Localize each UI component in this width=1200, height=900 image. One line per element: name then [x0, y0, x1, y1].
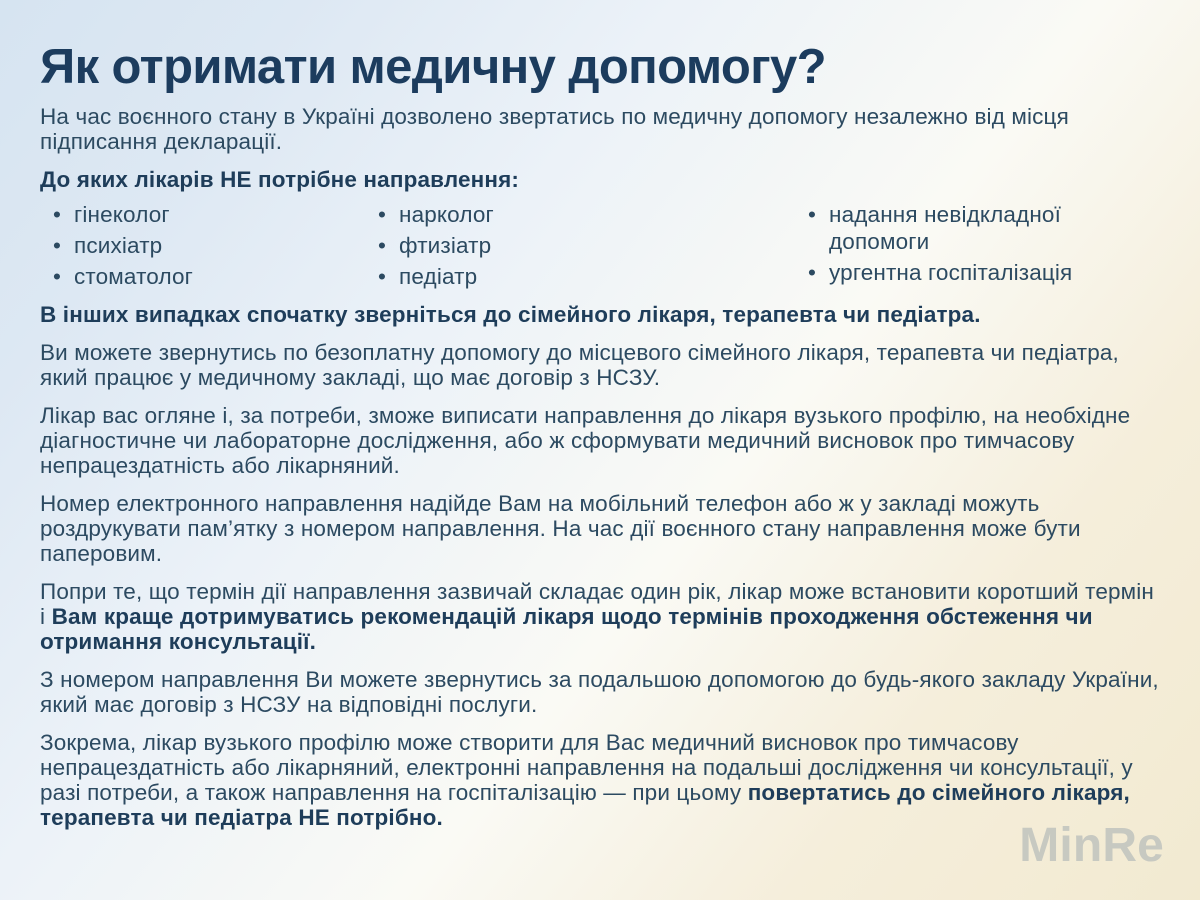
list-item-label: нарколог — [399, 202, 494, 227]
bullet-icon: • — [378, 202, 387, 227]
list-item-label: педіатр — [399, 264, 478, 289]
list-item-label: стоматолог — [74, 264, 194, 289]
list-item — [53, 232, 378, 259]
bullet-icon: • — [53, 202, 62, 227]
paragraph-bold-text: повертатись до сімейного лікаря, терапевта чи педіатра НЕ потрібно. — [40, 780, 1130, 830]
paragraph-text: Зокрема, лікар вузького профілю може створити для Вас медичний висновок про тимчасову непрацездатність або лікарняний, електронні направлення на подальші дослідження чи консультації, у разі потреби, а також направлення на госпіталізацію — при цьому — [40, 730, 1133, 805]
emphasis-line: В інших випадках спочатку зверніться до сімейного лікаря, терапевта чи педіатра. — [40, 302, 981, 327]
paragraph-free-help: Ви можете звернутись по безоплатну допомогу до місцевого сімейного лікаря, терапевта чи педіатра, який працює у медичному закладі, що має договір з НСЗУ. — [40, 340, 1119, 390]
bullet-icon: • — [808, 260, 817, 285]
list-item-label: ургентна госпіталізація — [829, 260, 1073, 285]
watermark-minre: MinRe — [1019, 819, 1164, 872]
bullet-icon: • — [53, 264, 62, 289]
list-item-label: надання невідкладної допомоги — [829, 202, 1061, 254]
bullet-icon: • — [808, 202, 817, 227]
list-item — [53, 263, 378, 290]
list-item-label: психіатр — [74, 233, 163, 258]
no-referral-columns — [40, 201, 1164, 294]
paragraph-doctor-exam: Лікар вас огляне і, за потреби, зможе виписати направлення до лікаря вузького профілю, на необхідне діагностичне чи лабораторне дослідження, або ж сформувати медичний висновок про тимчасову непрацездатність або лікарняний. — [40, 403, 1131, 478]
paragraph-specialist — [40, 730, 1164, 830]
bullet-icon: • — [378, 233, 387, 258]
paragraph-referral-term — [40, 579, 1164, 654]
list-item — [378, 232, 808, 259]
paragraph-any-facility: З номером направлення Ви можете звернутись за подальшою допомогою до будь-якого закладу України, який має договір з НСЗУ на відповідні послуги. — [40, 667, 1159, 717]
doctor-column-1 — [40, 201, 378, 294]
list-item — [808, 259, 1164, 286]
paragraph-bold-text: Вам краще дотримуватись рекомендацій лікаря щодо термінів проходження обстеження чи отримання консультації. — [40, 604, 1093, 654]
intro-text: На час воєнного стану в Україні дозволено звертатись по медичну допомогу незалежно від місця підписання декларації. — [40, 104, 1069, 154]
bullet-icon: • — [378, 264, 387, 289]
list-item — [53, 201, 378, 228]
paragraph-referral-number: Номер електронного направлення надійде Вам на мобільний телефон або ж у закладі можуть роздрукувати пам’ятку з номером направлення. На час дії воєнного стану направлення може бути паперовим. — [40, 491, 1081, 566]
list-item-label: гінеколог — [74, 202, 170, 227]
doctor-column-2 — [378, 201, 808, 294]
paragraph-text: Попри те, що термін дії направлення зазвичай складає один рік, лікар може встановити коротший термін і — [40, 579, 1154, 629]
list-item — [378, 263, 808, 290]
doctor-column-3 — [808, 201, 1164, 294]
list-item-label: фтизіатр — [399, 233, 492, 258]
list-item — [808, 201, 1164, 255]
no-referral-header: До яких лікарів НЕ потрібне направлення: — [40, 167, 520, 192]
bullet-icon: • — [53, 233, 62, 258]
list-item — [378, 201, 808, 228]
page-title: Як отримати медичну допомогу? — [40, 40, 826, 94]
